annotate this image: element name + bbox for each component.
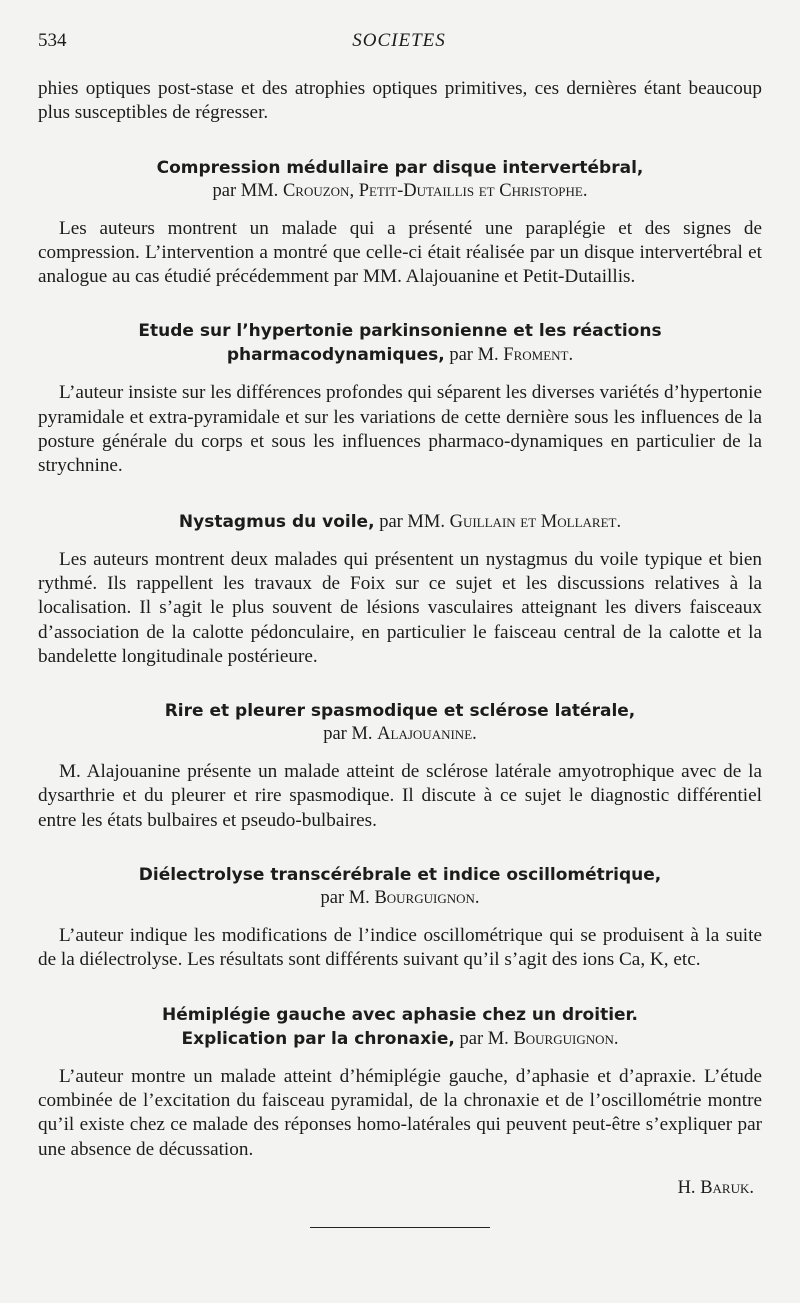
page-body	[38, 77, 762, 1228]
section-authors: Bourguignon.	[513, 1028, 619, 1049]
byline-prefix: par MM.	[212, 180, 283, 201]
section-paragraph: L’auteur insiste sur les différences profondes qui séparent les diverses variétés d’hypertonie pyramidale et extra-pyramidale et sur les variations de cette dernière sous les influences de la posture générale du corps et sous les influences pharmaco-dynamiques en particulier de la strychnine.	[38, 382, 762, 477]
section-authors: Guillain et Mollaret.	[449, 511, 622, 532]
section-title-line-1: Etude sur l’hypertonie parkinsonienne et les réactions	[138, 321, 662, 342]
section-byline	[38, 180, 762, 203]
page-header	[38, 30, 760, 54]
section-title-line-2	[38, 343, 762, 367]
byline-prefix: par M.	[320, 888, 375, 909]
section-paragraph: M. Alajouanine présente un malade atteint de sclérose latérale amyotrophique avec de la dysarthrie et du pleurer et rire spasmodique. Il discute à ce sujet le diagnostic différentiel entre les états bulbaires et pseudo-bulbaires.	[38, 761, 762, 831]
byline-prefix: par M.	[454, 1028, 514, 1049]
running-head: SOCIETES	[352, 30, 446, 51]
section-compression-medullaire	[38, 157, 762, 290]
section-title: Compression médullaire par disque intervertébral,	[156, 157, 644, 178]
section-byline	[38, 887, 762, 910]
section-paragraph: L’auteur montre un malade atteint d’hémiplégie gauche, d’aphasie et d’apraxie. L’étude combinée de l’excitation du faisceau pyramidal, de la chronaxie et de l’oscillométrie montre qu’il existe chez ce malade des réponses homo-latérales qui peuvent peut-être s’expliquer par une absence de décussation.	[38, 1065, 762, 1160]
section-dielectrolyse	[38, 864, 762, 973]
section-title-part: pharmacodynamiques,	[226, 345, 445, 366]
section-heading	[38, 1004, 762, 1051]
page-number: 534	[38, 30, 67, 51]
closing-rule	[310, 1227, 490, 1228]
section-paragraph: L’auteur indique les modifications de l’indice oscillométrique qui se produisent à la suite de la diélectrolyse. Les résultats sont différents suivant qu’il s’agit des ions Ca, K, etc.	[38, 925, 762, 971]
section-heading	[38, 510, 762, 534]
byline-prefix: par MM.	[374, 511, 450, 532]
section-rire-et-pleurer	[38, 700, 762, 833]
section-heading	[38, 864, 762, 910]
signature	[38, 1178, 762, 1199]
intro-paragraph: phies optiques post-stase et des atrophies optiques primitives, ces dernières étant beaucoup plus susceptibles de régresser.	[38, 78, 762, 124]
section-title: Diélectrolyse transcérébrale et indice oscillométrique,	[138, 865, 662, 886]
section-title-part: Explication par la chronaxie,	[181, 1028, 455, 1049]
section-heading	[38, 157, 762, 203]
signature-initial: H.	[677, 1177, 701, 1198]
section-hemiplegie-gauche	[38, 1004, 762, 1162]
section-title-line	[38, 510, 762, 534]
section-title-line-1: Hémiplégie gauche avec aphasie chez un droitier.	[162, 1004, 638, 1025]
section-authors: Froment.	[503, 345, 574, 366]
section-nystagmus-du-voile	[38, 510, 762, 669]
section-hypertonie-parkinsonienne	[38, 320, 762, 478]
section-paragraph: Les auteurs montrent deux malades qui présentent un nystagmus du voile typique et bien rythmé. Ils rappellent les travaux de Foix sur ce sujet et les discussions relatives à la localisation. Il s’agit le plus souvent de lésions vasculaires atteignant les divers faisceaux d’association de la calotte pédonculaire, en particulier le faisceau central de la calotte et la bandelette longitudinale postérieure.	[38, 548, 762, 667]
byline-prefix: par M.	[323, 724, 378, 745]
section-heading	[38, 320, 762, 367]
section-title: Nystagmus du voile,	[178, 511, 375, 532]
section-authors: Alajouanine.	[377, 724, 477, 745]
section-authors: Crouzon, Petit-Dutaillis et Christophe.	[282, 180, 588, 201]
signature-name: Baruk.	[700, 1177, 754, 1198]
section-heading	[38, 700, 762, 746]
byline-prefix: par M.	[444, 345, 504, 366]
section-authors: Bourguignon.	[374, 888, 480, 909]
section-title: Rire et pleurer spasmodique et sclérose latérale,	[164, 701, 636, 722]
section-byline	[38, 723, 762, 746]
section-title-line-2	[38, 1027, 762, 1051]
section-paragraph: Les auteurs montrent un malade qui a présenté une paraplégie et des signes de compression. L’intervention a montré que celle-ci était réalisée par un disque intervertébral et analogue au cas étudié précédemment par MM. Alajouanine et Petit-Dutaillis.	[38, 217, 762, 288]
